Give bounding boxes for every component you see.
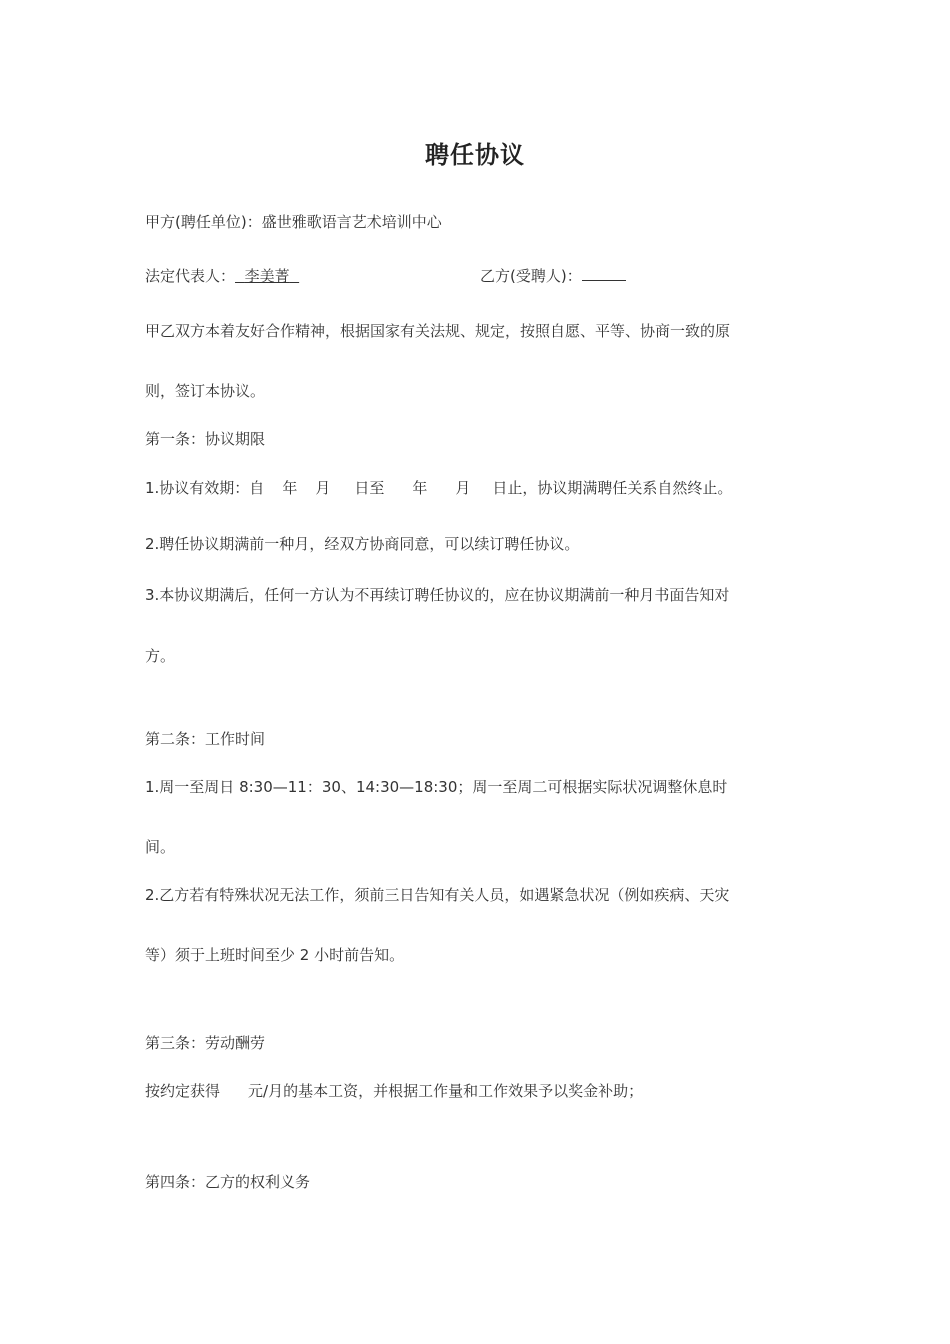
party-b-label: 乙方(受聘人)：	[480, 267, 582, 285]
article-1-heading: 第一条：协议期限	[145, 430, 266, 448]
article-3-heading: 第三条：劳动酬劳	[145, 1034, 266, 1052]
article-2-item-1-line-1: 1.周一至周日 8:30—11：30、14:30—18:30；周一至周二可根据实际状况调整休息时	[145, 778, 728, 796]
article-3-text: 按约定获得 元/月的基本工资，并根据工作量和工作效果予以奖金补助；	[145, 1082, 644, 1100]
article-4-heading: 第四条：乙方的权利义务	[145, 1173, 311, 1191]
representative-name: 李美菁	[244, 267, 290, 285]
intro-line-1: 甲乙双方本着友好合作精神，根据国家有关法规、规定，按照自愿、平等、协商一致的原	[145, 322, 731, 340]
article-1-item-3-line-1: 3.本协议期满后，任何一方认为不再续订聘任协议的，应在协议期满前一种月书面告知对	[145, 586, 730, 604]
party-b-blank	[582, 266, 626, 281]
article-2-item-2-line-1: 2.乙方若有特殊状况无法工作，须前三日告知有关人员，如遇紧急状况（例如疾病、天灾	[145, 886, 730, 904]
article-1-item-2: 2.聘任协议期满前一种月，经双方协商同意，可以续订聘任协议。	[145, 535, 580, 553]
article-2-item-1-line-2: 间。	[145, 838, 176, 856]
article-2-item-2-line-2: 等）须于上班时间至少 2 小时前告知。	[145, 946, 405, 964]
representative-label: 法定代表人：	[145, 267, 236, 285]
representative-line	[145, 266, 299, 286]
party-b-line	[480, 266, 626, 286]
intro-line-2: 则，签订本协议。	[145, 382, 266, 400]
article-1-item-1: 1.协议有效期：自 年 月 日至 年 月 日止，协议期满聘任关系自然终止。	[145, 479, 733, 497]
article-1-item-3-line-2: 方。	[145, 647, 176, 665]
document-title: 聘任协议	[425, 141, 525, 169]
party-a-line: 甲方(聘任单位)：盛世雅歌语言艺术培训中心	[145, 213, 442, 231]
article-2-heading: 第二条：工作时间	[145, 730, 266, 748]
